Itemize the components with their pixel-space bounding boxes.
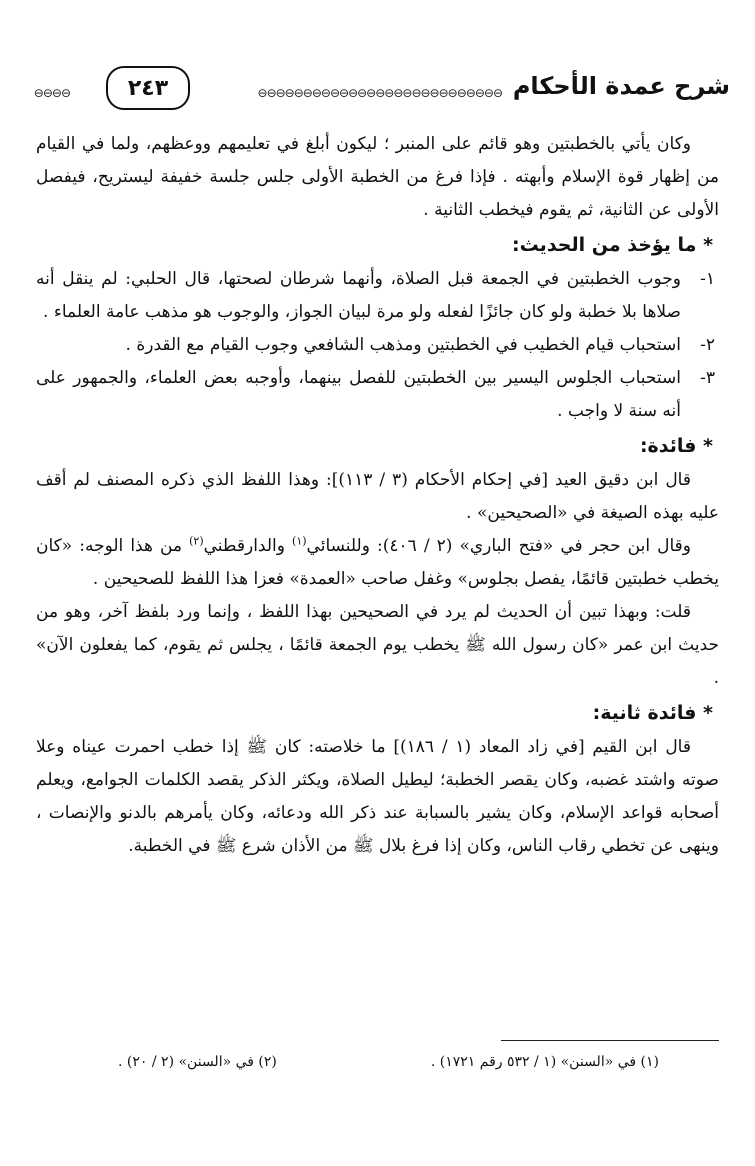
footnote-ref: (٢) — [189, 534, 204, 548]
list-item-text: استحباب قيام الخطيب في الخطبتين ومذهب الشافعي وجوب القيام مع القدرة . — [125, 335, 681, 355]
list-item — [36, 263, 719, 329]
second-benefit-paragraph: قال ابن القيم [في زاد المعاد (١ / ١٨٦)] ما خلاصته: كان ﷺ إذا خطب احمرت عيناه وعلا صوته واشتد غضبه، وكان يقصر الخطبة؛ ليطيل الصلاة، ويكثر الذكر يقصد الكلمات الجوامع، ويعلم أصحابه قواعد الإسلام، وكان يشير بالسبابة عند ذكر الله ودعائه، وكان يأمرهم بالدنو والإنصات ، وينهى عن تخطي رقاب الناس، وكان إذا فرغ بلال ﷺ من الأذان شرع ﷺ في الخطبة. — [36, 737, 719, 856]
footnote-ref: (١) — [292, 534, 307, 548]
benefit-paragraph-citation — [36, 530, 719, 596]
header-ornament: ⊖⊖⊖⊖⊖⊖⊖⊖⊖⊖⊖⊖⊖⊖⊖⊖⊖⊖⊖⊖⊖⊖⊖⊖⊖⊖⊖ — [257, 86, 502, 100]
running-header — [30, 62, 730, 118]
footnote-divider — [501, 1040, 719, 1041]
citation-text: من هذا الوجه: «كان يخطب خطبتين قائمًا، يفصل بجلوس» وغفل صاحب «العمدة» فعزا هذا اللفظ للصحيحين . — [36, 536, 719, 589]
footnote: (١) في «السنن» (١ / ٥٣٢ رقم ١٧٢١) . — [430, 1054, 659, 1070]
intro-paragraph: وكان يأتي بالخطبتين وهو قائم على المنبر ؛ ليكون أبلغ في تعليمهم ووعظهم، ولما في القيام من إظهار قوة الإسلام وأبهته . فإذا فرغ من الخطبة الأولى جلس جلسة خفيفة ليستريح، فيفصل الأولى عن الثانية، ثم يقوم فيخطب الثانية . — [36, 134, 719, 220]
list-item-number: ١- — [700, 269, 715, 289]
header-ornament-end: ⊖⊖⊖⊖ — [33, 86, 70, 100]
list-item — [36, 362, 719, 428]
list-item — [36, 329, 719, 362]
book-title: شرح عمدة الأحكام — [512, 72, 730, 100]
footnote: (٢) في «السنن» (٢ / ٢٠) . — [118, 1054, 277, 1070]
citation-text: وقال ابن حجر في «فتح الباري» (٢ / ٤٠٦): وللنسائي — [306, 536, 691, 556]
page-number: ٢٤٣ — [106, 66, 190, 110]
list-item-text: استحباب الجلوس اليسير بين الخطبتين للفصل بينهما، وأوجبه بعض العلماء، والجمهور على أنه سنة لا واجب . — [36, 368, 681, 421]
list-item-number: ٢- — [700, 335, 715, 355]
list-item-text: وجوب الخطبتين في الجمعة قبل الصلاة، وأنهما شرطان لصحتها، قال الحلبي: لم ينقل أنه صلاها بلا خطبة ولو كان جائزًا لفعله ولو مرة لبيان الجواز، والوجوب هو مذهب عامة العلماء . — [36, 269, 681, 322]
citation-text: والدارقطني — [203, 536, 293, 556]
page-body — [36, 128, 719, 863]
benefit-paragraph: قال ابن دقيق العيد [في إحكام الأحكام (٣ / ١١٣)]: وهذا اللفظ الذي ذكره المصنف لم أقف عليه بهذه الصيغة في «الصحيحين» . — [36, 470, 719, 523]
list-item-number: ٣- — [700, 368, 715, 388]
section-heading-lessons: * ما يؤخذ من الحديث: — [511, 234, 713, 256]
section-heading-second-benefit: * فائدة ثانية: — [592, 702, 713, 724]
section-heading-benefit: * فائدة: — [639, 435, 713, 457]
note-paragraph: قلت: وبهذا تبين أن الحديث لم يرد في الصحيحين بهذا اللفظ ، وإنما ورد بلفظ آخر، وهو من حديث ابن عمر «كان رسول الله ﷺ يخطب يوم الجمعة قائمًا ، يجلس ثم يقوم، كما يفعلون الآن» . — [36, 602, 719, 688]
